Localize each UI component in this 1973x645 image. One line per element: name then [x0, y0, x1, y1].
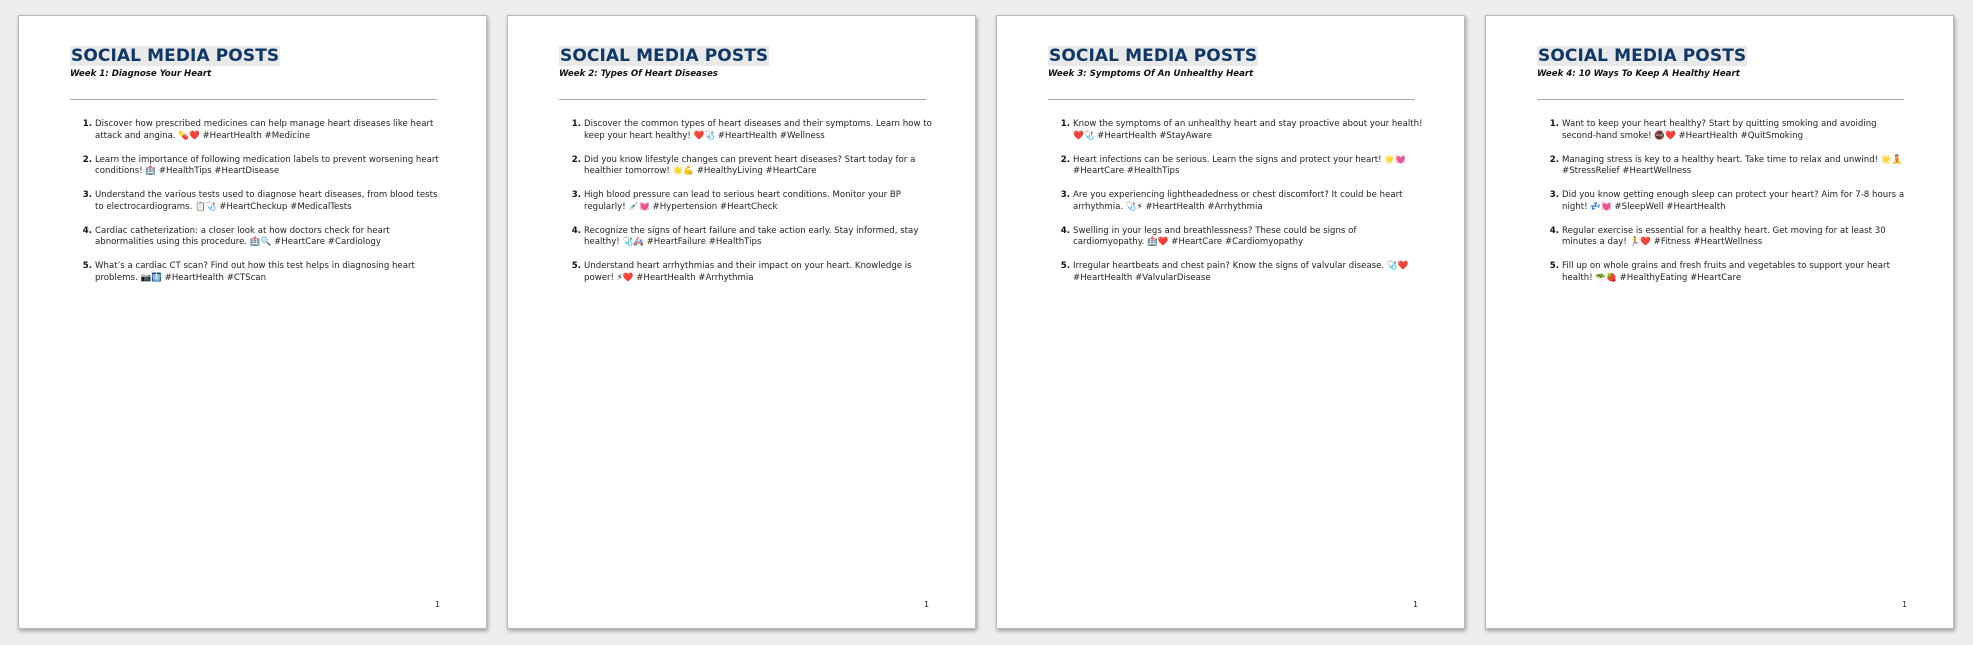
- post-item: 4. Cardiac catheterization: a closer look at how doctors check for heart abnormalities using this procedure. 🏥🔍 #HeartCare #Cardiology: [95, 226, 446, 249]
- post-item: 1. Discover how prescribed medicines can help manage heart diseases like heart attack and angina. 💊❤️ #HeartHealth #Medicine: [95, 119, 446, 142]
- page-number: 1: [1902, 600, 1908, 609]
- page-title: SOCIAL MEDIA POSTS: [1538, 46, 1747, 66]
- page-title: SOCIAL MEDIA POSTS: [71, 46, 280, 66]
- page-number: 1: [1413, 600, 1419, 609]
- post-item: 4. Regular exercise is essential for a healthy heart. Get moving for at least 30 minutes a day! 🏃❤️ #Fitness #HeartWellness: [1562, 226, 1913, 249]
- header-divider: [559, 99, 926, 100]
- post-item: 3. Understand the various tests used to diagnose heart diseases, from blood tests to electrocardiograms. 📋🩺 #HeartCheckup #MedicalTests: [95, 190, 446, 213]
- page-subtitle: Week 1: Diagnose Your Heart: [70, 69, 212, 79]
- post-item: 2. Heart infections can be serious. Learn the signs and protect your heart! 🌟💓 #HeartCare #HealthTips: [1073, 155, 1424, 178]
- post-item: 2. Did you know lifestyle changes can prevent heart diseases? Start today for a healthier tomorrow! 🌟💪 #HealthyLiving #HeartCare: [584, 155, 935, 178]
- page-number: 1: [924, 600, 930, 609]
- page-subtitle: Week 3: Symptoms Of An Unhealthy Heart: [1048, 69, 1254, 79]
- post-item: 3. High blood pressure can lead to serious heart conditions. Monitor your BP regularly! 💉💓 #Hypertension #HeartCheck: [584, 190, 935, 213]
- document-page-week-2: [507, 15, 976, 629]
- page-title: SOCIAL MEDIA POSTS: [560, 46, 769, 66]
- page-subtitle: Week 4: 10 Ways To Keep A Healthy Heart: [1537, 69, 1740, 79]
- header-divider: [1537, 99, 1904, 100]
- post-item: 1. Know the symptoms of an unhealthy heart and stay proactive about your health! ❤️🩺 #HeartHealth #StayAware: [1073, 119, 1424, 142]
- post-item: 5. What’s a cardiac CT scan? Find out how this test helps in diagnosing heart problems. 📷🩻 #HeartHealth #CTScan: [95, 261, 446, 284]
- document-page-week-4: [1485, 15, 1954, 629]
- post-item: 5. Irregular heartbeats and chest pain? Know the signs of valvular disease. 🩺❤️ #HeartHealth #ValvularDisease: [1073, 261, 1424, 284]
- post-item: 5. Understand heart arrhythmias and their impact on your heart. Knowledge is power! ⚡❤️ #HeartHealth #Arrhythmia: [584, 261, 935, 284]
- post-item: 4. Swelling in your legs and breathlessness? These could be signs of cardiomyopathy. 🏥❤️ #HeartCare #Cardiomyopathy: [1073, 226, 1424, 249]
- page-number: 1: [435, 600, 441, 609]
- post-item: 2. Learn the importance of following medication labels to prevent worsening heart conditions! 🏥 #HealthTips #HeartDisease: [95, 155, 446, 178]
- header-divider: [1048, 99, 1415, 100]
- post-item: 1. Discover the common types of heart diseases and their symptoms. Learn how to keep your heart healthy! ❤️🩺 #HeartHealth #Wellness: [584, 119, 935, 142]
- post-item: 3. Did you know getting enough sleep can protect your heart? Aim for 7-8 hours a night! 💤💓 #SleepWell #HeartHealth: [1562, 190, 1913, 213]
- page-title: SOCIAL MEDIA POSTS: [1049, 46, 1258, 66]
- post-item: 2. Managing stress is key to a healthy heart. Take time to relax and unwind! 🌟🧘 #StressRelief #HeartWellness: [1562, 155, 1913, 178]
- posts-list: [1048, 119, 1424, 297]
- document-page-week-1: [18, 15, 487, 629]
- post-item: 1. Want to keep your heart healthy? Start by quitting smoking and avoiding second-hand smoke! 🚭❤️ #HeartHealth #QuitSmoking: [1562, 119, 1913, 142]
- post-item: 5. Fill up on whole grains and fresh fruits and vegetables to support your heart health! 🥗🍓 #HealthyEating #HeartCare: [1562, 261, 1913, 284]
- document-page-week-3: [996, 15, 1465, 629]
- posts-list: [70, 119, 446, 297]
- post-item: 4. Recognize the signs of heart failure and take action early. Stay informed, stay healthy! 🩺🚑 #HeartFailure #HealthTips: [584, 226, 935, 249]
- posts-list: [1537, 119, 1913, 297]
- post-item: 3. Are you experiencing lightheadedness or chest discomfort? It could be heart arrhythmia. 🩺⚡ #HeartHealth #Arrhythmia: [1073, 190, 1424, 213]
- page-subtitle: Week 2: Types Of Heart Diseases: [559, 69, 718, 79]
- posts-list: [559, 119, 935, 297]
- header-divider: [70, 99, 437, 100]
